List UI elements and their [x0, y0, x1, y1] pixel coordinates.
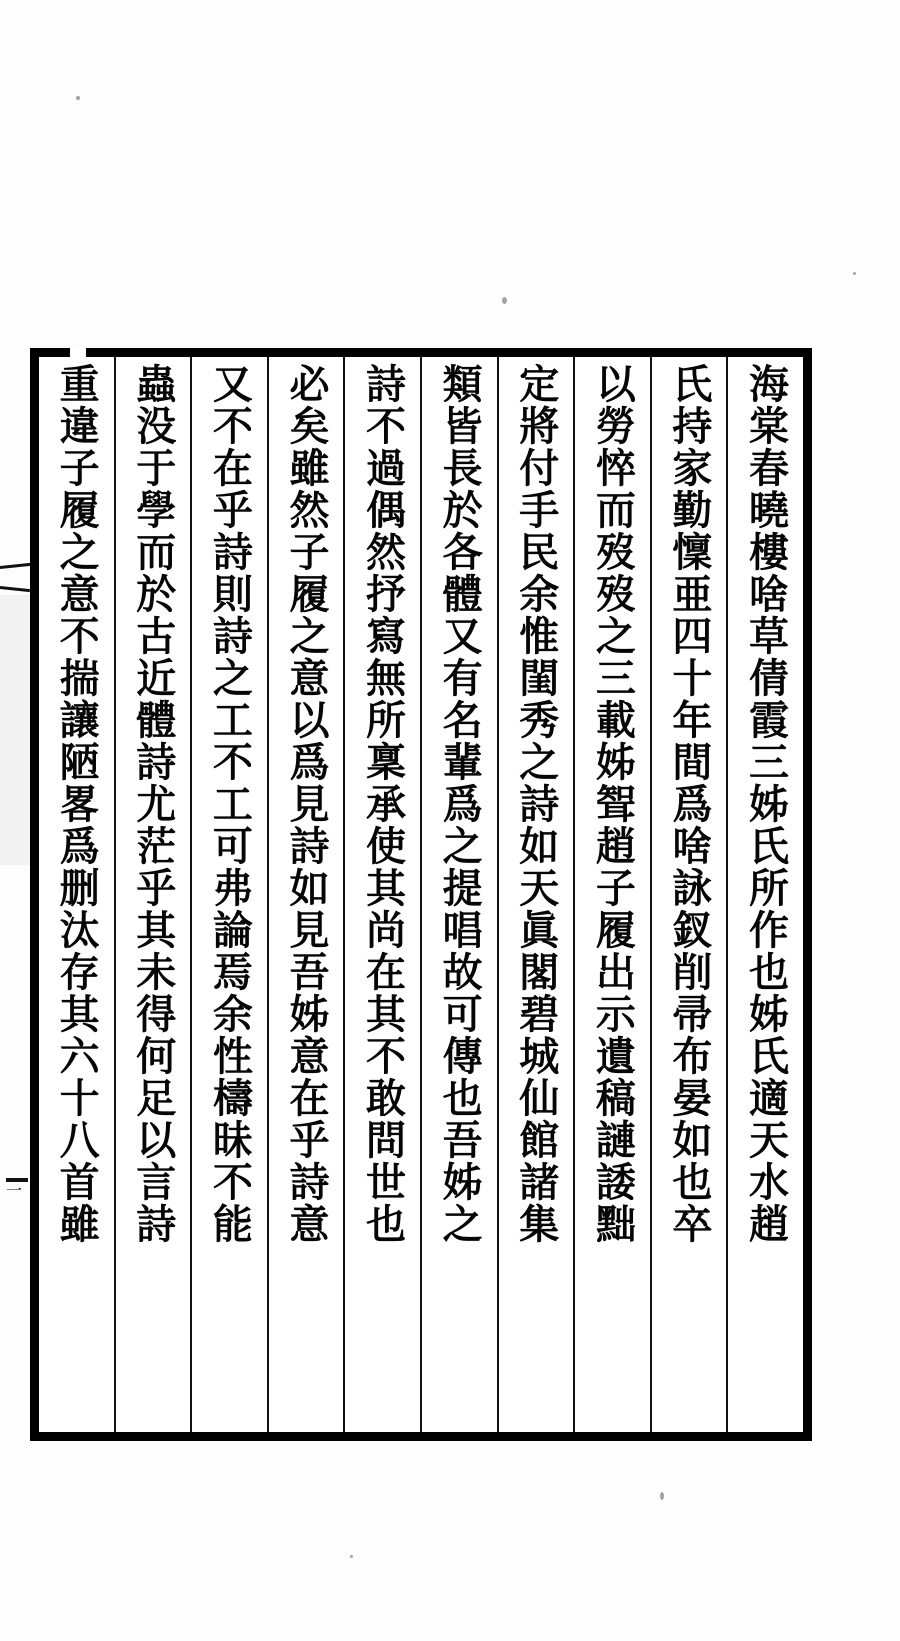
edge-mark-upper	[0, 562, 34, 569]
column-text: 海棠春曉樓啥草倩霞三姊氏所作也姊氏適天水趙	[742, 363, 790, 1245]
text-column	[343, 357, 420, 1432]
edge-mark-lower	[0, 586, 30, 592]
scan-speck	[660, 1492, 664, 1500]
text-column	[497, 357, 574, 1432]
text-column	[114, 357, 191, 1432]
column-text: 又不在乎詩則詩之工不工可弗論焉余性檮昧不能	[206, 363, 254, 1245]
text-column	[420, 357, 497, 1432]
column-text: 詩不過偶然抒寫無所稟承使其尚在其不敢問世也	[359, 363, 407, 1245]
text-column	[726, 357, 803, 1432]
column-text: 蟲没于學而於古近體詩尤茫乎其未得何足以言詩	[129, 363, 177, 1245]
edge-block	[0, 595, 32, 865]
text-column	[190, 357, 267, 1432]
text-columns	[39, 357, 803, 1432]
page-frame-inner	[39, 357, 803, 1432]
scan-speck	[76, 96, 80, 100]
scan-speck	[853, 272, 856, 275]
column-text: 類皆長於各體又有名輩爲之提唱故可傳也吾姊之	[436, 363, 484, 1245]
text-column	[39, 357, 114, 1432]
frame-notch	[70, 348, 86, 360]
column-text: 氏持家勤懍亜四十年間爲啥詠釵削帚布晏如也卒	[665, 363, 713, 1245]
scan-speck	[502, 297, 507, 304]
page-number-mark: 一	[6, 1178, 28, 1182]
text-column	[267, 357, 344, 1432]
page-frame	[30, 348, 812, 1441]
column-text: 以勞悴而歿歿之三載姊聟趙子履出示遺稿謰諉黜	[589, 363, 637, 1245]
scan-speck	[350, 1555, 353, 1558]
column-text: 重違子履之意不揣讓陋畧爲删汰存其六十八首雖	[53, 363, 101, 1245]
text-column	[650, 357, 727, 1432]
column-text: 定將付手民余惟閨秀之詩如天眞閣碧城仙館諸集	[512, 363, 560, 1245]
column-text: 必矣雖然子履之意以爲見詩如見吾姊意在乎詩意	[282, 363, 330, 1245]
text-column	[573, 357, 650, 1432]
